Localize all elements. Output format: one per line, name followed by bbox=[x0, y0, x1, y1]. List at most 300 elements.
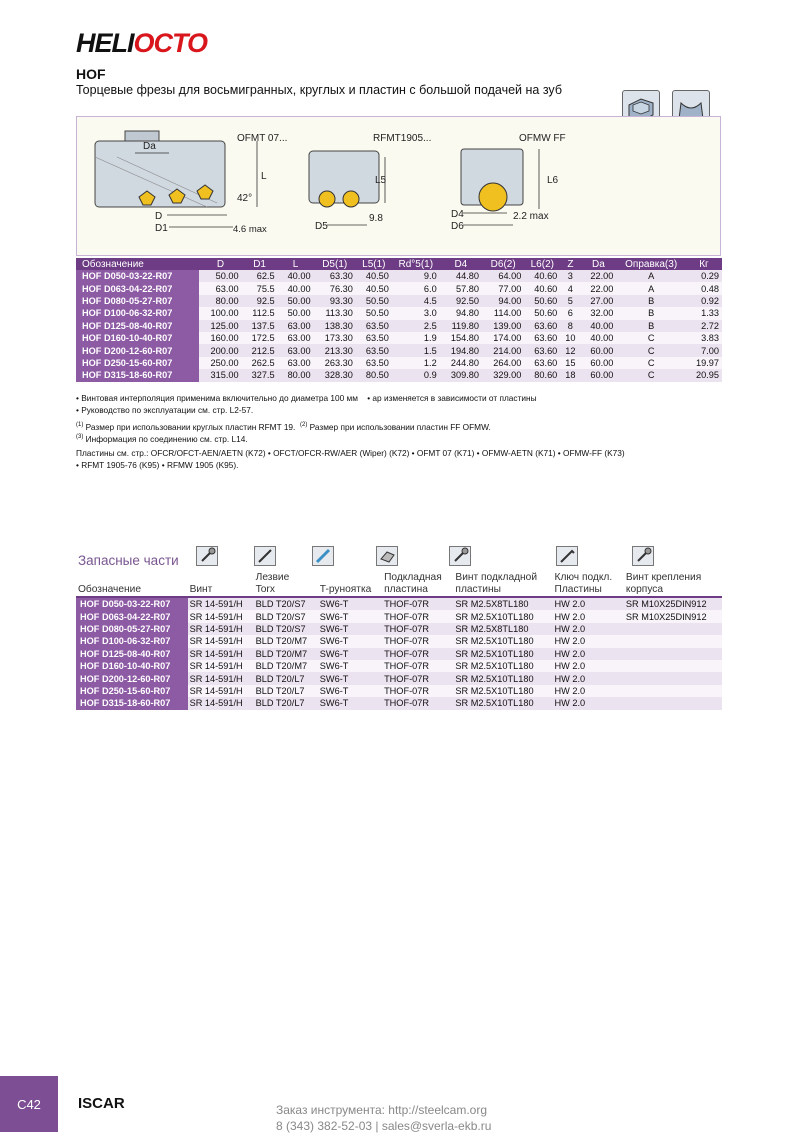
d6-label: D6 bbox=[451, 221, 464, 232]
spare-cell: SW6-T bbox=[318, 623, 382, 635]
spec-cell: 2.72 bbox=[686, 320, 722, 332]
spare-col-header-line1: Ключ подкл. bbox=[554, 572, 613, 583]
spec-cell: 8 bbox=[560, 320, 580, 332]
spec-cell: 27.00 bbox=[580, 295, 616, 307]
spare-cell: SW6-T bbox=[318, 635, 382, 647]
screw-icon bbox=[196, 546, 218, 566]
spare-parts-title: Запасные части bbox=[78, 553, 179, 568]
brand-logo: HELIOCTO bbox=[76, 28, 208, 58]
d5-label: D5 bbox=[315, 221, 328, 232]
shim-screw-icon bbox=[449, 546, 471, 566]
spec-cell: C bbox=[616, 357, 686, 369]
spare-cell: SR M2.5X10TL180 bbox=[453, 697, 552, 709]
spare-cell: BLD T20/L7 bbox=[254, 672, 318, 684]
spare-row bbox=[76, 597, 722, 610]
spec-cell: 1.5 bbox=[392, 344, 440, 356]
spec-cell: 63.00 bbox=[278, 344, 314, 356]
spec-cell: 50.60 bbox=[524, 295, 560, 307]
spec-designation: HOF D160-10-40-R07 bbox=[76, 332, 199, 344]
inserts-reference-1: Пластины см. стр.: OFCR/OFCT-AEN/AETN (K72) • OFCT/OFCR-RW/AER (Wiper) (K72) • OFMT 07 (K71) • OFMW-AETN (K71) • OFMW-FF (K73) bbox=[76, 448, 625, 458]
spare-cell: BLD T20/L7 bbox=[254, 685, 318, 697]
product-code: HOF bbox=[76, 66, 106, 82]
spec-cell: 40.50 bbox=[356, 282, 392, 294]
spare-cell: THOF-07R bbox=[382, 597, 453, 610]
spare-cell: BLD T20/M7 bbox=[254, 648, 318, 660]
spec-cell: 76.30 bbox=[314, 282, 356, 294]
spare-cell bbox=[624, 635, 722, 647]
order-line: Заказ инструмента: http://steelcam.org bbox=[276, 1103, 488, 1117]
spec-cell: 174.00 bbox=[482, 332, 524, 344]
spare-cell bbox=[624, 660, 722, 672]
spec-table-body bbox=[76, 270, 722, 382]
spec-cell: 309.80 bbox=[440, 369, 482, 381]
spec-cell: 3 bbox=[560, 270, 580, 282]
cutter-round-drawing bbox=[309, 133, 431, 232]
l5-label: L5 bbox=[375, 175, 387, 186]
spare-cell: SR M2.5X10TL180 bbox=[453, 610, 552, 622]
spare-cell: SR 14-591/H bbox=[188, 697, 254, 709]
spec-col-header: D5(1) bbox=[314, 258, 356, 270]
spec-cell: 172.5 bbox=[242, 332, 278, 344]
spec-cell: 50.60 bbox=[524, 307, 560, 319]
spec-cell: 94.80 bbox=[440, 307, 482, 319]
spec-cell: 213.30 bbox=[314, 344, 356, 356]
spare-designation: HOF D250-15-60-R07 bbox=[76, 685, 188, 697]
spare-cell: THOF-07R bbox=[382, 635, 453, 647]
spec-col-header: L bbox=[278, 258, 314, 270]
spare-col-header-line2: T-руноятка bbox=[319, 584, 372, 595]
spare-col-header-line1 bbox=[320, 572, 380, 584]
spec-cell: 40.00 bbox=[580, 320, 616, 332]
spec-cell: 212.5 bbox=[242, 344, 278, 356]
spare-cell: SR 14-591/H bbox=[188, 635, 254, 647]
l-label: L bbox=[261, 171, 267, 182]
spec-cell: 77.00 bbox=[482, 282, 524, 294]
spare-col-header-line2: Обозначение bbox=[78, 584, 142, 595]
spare-cell: HW 2.0 bbox=[553, 610, 624, 622]
spare-parts-table bbox=[76, 572, 722, 710]
spec-cell: 200.00 bbox=[199, 344, 241, 356]
body-screw-icon bbox=[632, 546, 654, 566]
spec-cell: 4 bbox=[560, 282, 580, 294]
spec-cell: 64.00 bbox=[482, 270, 524, 282]
v98-label: 9.8 bbox=[369, 213, 383, 224]
spec-cell: 63.50 bbox=[356, 357, 392, 369]
spec-cell: 80.50 bbox=[356, 369, 392, 381]
spec-cell: 9.0 bbox=[392, 270, 440, 282]
spare-cell: SR M2.5X10TL180 bbox=[453, 635, 552, 647]
spare-col-header-line2: пластина bbox=[384, 584, 428, 595]
spare-row bbox=[76, 635, 722, 647]
spec-cell: 60.00 bbox=[580, 357, 616, 369]
spec-cell: 60.00 bbox=[580, 369, 616, 381]
spare-cell: SW6-T bbox=[318, 648, 382, 660]
rfmt-label: RFMT1905... bbox=[373, 133, 432, 144]
spare-cell: BLD T20/S7 bbox=[254, 597, 318, 610]
spare-designation: HOF D100-06-32-R07 bbox=[76, 635, 188, 647]
spare-col-header-line1: Винт подкладной bbox=[455, 572, 538, 583]
spec-cell: 139.00 bbox=[482, 320, 524, 332]
spare-cell: HW 2.0 bbox=[553, 685, 624, 697]
spec-cell: C bbox=[616, 344, 686, 356]
spec-cell: 137.5 bbox=[242, 320, 278, 332]
spec-cell: 40.00 bbox=[278, 270, 314, 282]
spec-cell: 40.60 bbox=[524, 270, 560, 282]
spec-cell: A bbox=[616, 282, 686, 294]
spare-cell: SR M2.5X8TL180 bbox=[453, 623, 552, 635]
spare-cell: HW 2.0 bbox=[553, 597, 624, 610]
page-number: C42 bbox=[0, 1076, 58, 1132]
spec-cell: 6.0 bbox=[392, 282, 440, 294]
spec-cell: 18 bbox=[560, 369, 580, 381]
ofmt-label: OFMT 07... bbox=[237, 133, 288, 144]
spare-cell: THOF-07R bbox=[382, 697, 453, 709]
spare-row bbox=[76, 648, 722, 660]
spec-cell: C bbox=[616, 332, 686, 344]
spare-designation: HOF D315-18-60-R07 bbox=[76, 697, 188, 709]
spare-row bbox=[76, 685, 722, 697]
spare-cell: SR 14-591/H bbox=[188, 610, 254, 622]
spare-cell: BLD T20/S7 bbox=[254, 623, 318, 635]
spare-designation: HOF D125-08-40-R07 bbox=[76, 648, 188, 660]
d4-label: D4 bbox=[451, 209, 464, 220]
spare-cell: THOF-07R bbox=[382, 623, 453, 635]
spare-cell: THOF-07R bbox=[382, 610, 453, 622]
spare-cell: SW6-T bbox=[318, 672, 382, 684]
spec-cell: 15 bbox=[560, 357, 580, 369]
spec-cell: 60.00 bbox=[580, 344, 616, 356]
max-46-label: 4.6 max bbox=[233, 224, 267, 235]
spec-cell: 113.30 bbox=[314, 307, 356, 319]
spec-cell: 1.9 bbox=[392, 332, 440, 344]
spare-cell: THOF-07R bbox=[382, 672, 453, 684]
footnote-3: $^{(3)}$ Информация по соединению см. стр. L14. bbox=[76, 433, 248, 444]
spec-cell: B bbox=[616, 295, 686, 307]
spec-cell: 329.00 bbox=[482, 369, 524, 381]
spare-col-header-line2: Винт bbox=[189, 584, 213, 595]
spec-cell: 63.50 bbox=[356, 320, 392, 332]
spare-cell: THOF-07R bbox=[382, 685, 453, 697]
spare-col-header-line1 bbox=[190, 572, 252, 584]
spec-cell: 80.60 bbox=[524, 369, 560, 381]
spec-cell: 315.00 bbox=[199, 369, 241, 381]
spare-cell: HW 2.0 bbox=[553, 623, 624, 635]
spec-cell: 22.00 bbox=[580, 270, 616, 282]
spare-cell: HW 2.0 bbox=[553, 672, 624, 684]
note-interpolation: • Винтовая интерполяция применима включительно до диаметра 100 мм • ap изменяется в зависимости от пластины bbox=[76, 393, 537, 403]
spec-cell: 40.00 bbox=[580, 332, 616, 344]
spec-cell: 63.60 bbox=[524, 357, 560, 369]
page-subtitle: Торцевые фрезы для восьмигранных, круглых и пластин с большой подачей на зуб bbox=[76, 83, 562, 97]
spare-cell: SR M2.5X10TL180 bbox=[453, 648, 552, 660]
spare-cell: BLD T20/M7 bbox=[254, 660, 318, 672]
spec-col-header: D4 bbox=[440, 258, 482, 270]
spec-col-header: Оправка(3) bbox=[616, 258, 686, 270]
spare-col-header bbox=[553, 572, 624, 597]
spare-cell: SR M2.5X10TL180 bbox=[453, 672, 552, 684]
spec-cell: 63.30 bbox=[314, 270, 356, 282]
spec-cell: 6 bbox=[560, 307, 580, 319]
spare-col-header-line2: корпуса bbox=[625, 584, 664, 595]
spec-cell: 0.29 bbox=[686, 270, 722, 282]
spec-cell: 112.5 bbox=[242, 307, 278, 319]
spare-cell: BLD T20/M7 bbox=[254, 635, 318, 647]
spec-cell: 50.00 bbox=[199, 270, 241, 282]
spec-cell: 1.33 bbox=[686, 307, 722, 319]
spec-cell: 63.60 bbox=[524, 344, 560, 356]
spec-col-header: Da bbox=[580, 258, 616, 270]
spec-cell: 0.92 bbox=[686, 295, 722, 307]
l6-label: L6 bbox=[547, 175, 559, 186]
spare-cell: SR 14-591/H bbox=[188, 648, 254, 660]
spec-cell: B bbox=[616, 320, 686, 332]
angle-label: 42° bbox=[237, 193, 253, 204]
spec-row bbox=[76, 332, 722, 344]
spec-row bbox=[76, 369, 722, 381]
spare-cell: HW 2.0 bbox=[553, 648, 624, 660]
spare-cell: SW6-T bbox=[318, 685, 382, 697]
t-handle-icon bbox=[312, 546, 334, 566]
spec-cell: 63.50 bbox=[356, 344, 392, 356]
spec-designation: HOF D080-05-27-R07 bbox=[76, 295, 199, 307]
hex-key-icon bbox=[556, 546, 578, 566]
spare-cell: SW6-T bbox=[318, 610, 382, 622]
spec-cell: B bbox=[616, 307, 686, 319]
order-contact bbox=[276, 1102, 491, 1134]
spec-cell: 32.00 bbox=[580, 307, 616, 319]
spare-cell bbox=[624, 685, 722, 697]
spec-cell: 250.00 bbox=[199, 357, 241, 369]
spec-table bbox=[76, 258, 722, 382]
spare-cell: SW6-T bbox=[318, 597, 382, 610]
spec-col-header: L6(2) bbox=[524, 258, 560, 270]
spare-col-header bbox=[76, 572, 188, 597]
spec-col-header: L5(1) bbox=[356, 258, 392, 270]
spec-cell: 63.50 bbox=[356, 332, 392, 344]
spec-cell: 114.00 bbox=[482, 307, 524, 319]
spec-cell: A bbox=[616, 270, 686, 282]
spare-col-header bbox=[254, 572, 318, 597]
spare-cell: SR 14-591/H bbox=[188, 597, 254, 610]
spec-cell: 63.60 bbox=[524, 320, 560, 332]
spec-designation: HOF D125-08-40-R07 bbox=[76, 320, 199, 332]
inserts-reference-2: • RFMT 1905-76 (K95) • RFMW 1905 (K95). bbox=[76, 460, 239, 470]
spec-col-header: D6(2) bbox=[482, 258, 524, 270]
spec-cell: 328.30 bbox=[314, 369, 356, 381]
spec-cell: 80.00 bbox=[278, 369, 314, 381]
spec-cell: 214.00 bbox=[482, 344, 524, 356]
spare-col-header-line2: пластины bbox=[455, 584, 501, 595]
spare-cell: THOF-07R bbox=[382, 660, 453, 672]
spec-row bbox=[76, 295, 722, 307]
spare-row bbox=[76, 623, 722, 635]
spec-designation: HOF D250-15-60-R07 bbox=[76, 357, 199, 369]
spec-designation: HOF D063-04-22-R07 bbox=[76, 282, 199, 294]
spec-cell: 173.30 bbox=[314, 332, 356, 344]
spare-row bbox=[76, 697, 722, 709]
cutter-octagon-drawing bbox=[95, 131, 287, 235]
spec-cell: 0.9 bbox=[392, 369, 440, 381]
spec-cell: 100.00 bbox=[199, 307, 241, 319]
spec-designation: HOF D315-18-60-R07 bbox=[76, 369, 199, 381]
spec-cell: 63.00 bbox=[278, 320, 314, 332]
spec-col-header: D bbox=[199, 258, 241, 270]
spec-row bbox=[76, 344, 722, 356]
spare-col-header-line1: Лезвие bbox=[255, 572, 290, 583]
spec-cell: 63.00 bbox=[199, 282, 241, 294]
spare-col-header-line2: Torx bbox=[255, 584, 275, 595]
spec-cell: 1.2 bbox=[392, 357, 440, 369]
spec-cell: 2.5 bbox=[392, 320, 440, 332]
spec-cell: 194.80 bbox=[440, 344, 482, 356]
spec-col-header: D1 bbox=[242, 258, 278, 270]
spec-cell: 50.00 bbox=[278, 307, 314, 319]
spec-table-header bbox=[76, 258, 722, 270]
spare-cell: SR 14-591/H bbox=[188, 672, 254, 684]
ofmw-label: OFMW FF bbox=[519, 133, 566, 144]
spec-cell: C bbox=[616, 369, 686, 381]
spare-cell bbox=[624, 648, 722, 660]
spare-cell: THOF-07R bbox=[382, 648, 453, 660]
da-label: Da bbox=[143, 141, 156, 152]
spec-cell: 40.00 bbox=[278, 282, 314, 294]
spec-cell: 244.80 bbox=[440, 357, 482, 369]
spec-cell: 20.95 bbox=[686, 369, 722, 381]
spec-cell: 62.5 bbox=[242, 270, 278, 282]
spec-row bbox=[76, 320, 722, 332]
spare-cell: SR 14-591/H bbox=[188, 660, 254, 672]
spec-cell: 0.48 bbox=[686, 282, 722, 294]
spec-cell: 154.80 bbox=[440, 332, 482, 344]
spec-designation: HOF D100-06-32-R07 bbox=[76, 307, 199, 319]
spec-cell: 40.60 bbox=[524, 282, 560, 294]
spare-cell: BLD T20/S7 bbox=[254, 610, 318, 622]
spare-cell: SR M2.5X10TL180 bbox=[453, 685, 552, 697]
spare-cell: HW 2.0 bbox=[553, 660, 624, 672]
spare-col-header-line1 bbox=[78, 572, 186, 584]
spare-cell: SR 14-591/H bbox=[188, 685, 254, 697]
spare-designation: HOF D063-04-22-R07 bbox=[76, 610, 188, 622]
contact-line: 8 (343) 382-52-03 | sales@sverla-ekb.ru bbox=[276, 1119, 492, 1133]
torx-blade-icon bbox=[254, 546, 276, 566]
spec-cell: 92.50 bbox=[440, 295, 482, 307]
spare-designation: HOF D080-05-27-R07 bbox=[76, 623, 188, 635]
spare-row bbox=[76, 672, 722, 684]
spec-designation: HOF D050-03-22-R07 bbox=[76, 270, 199, 282]
spare-cell: HW 2.0 bbox=[553, 697, 624, 709]
note-manual: • Руководство по эксплуатации см. стр. L2-57. bbox=[76, 405, 254, 415]
cutter-diagram bbox=[76, 116, 721, 256]
spec-cell: 40.50 bbox=[356, 270, 392, 282]
spec-cell: 44.80 bbox=[440, 270, 482, 282]
spec-cell: 80.00 bbox=[199, 295, 241, 307]
spare-col-header bbox=[624, 572, 722, 597]
spec-cell: 3.0 bbox=[392, 307, 440, 319]
spare-cell: SR M10X25DIN912 bbox=[624, 610, 722, 622]
d-label: D bbox=[155, 211, 163, 222]
d1-label: D1 bbox=[155, 223, 168, 234]
spare-col-header bbox=[188, 572, 254, 597]
spec-cell: 5 bbox=[560, 295, 580, 307]
spec-cell: 63.60 bbox=[524, 332, 560, 344]
spec-cell: 264.00 bbox=[482, 357, 524, 369]
spec-row bbox=[76, 270, 722, 282]
spec-cell: 7.00 bbox=[686, 344, 722, 356]
spare-col-header bbox=[318, 572, 382, 597]
spare-parts-header bbox=[76, 572, 722, 597]
spare-row bbox=[76, 660, 722, 672]
cutter-wiper-drawing bbox=[451, 133, 566, 232]
spec-cell: 75.5 bbox=[242, 282, 278, 294]
spare-cell: SR M2.5X10TL180 bbox=[453, 660, 552, 672]
spec-row bbox=[76, 307, 722, 319]
spare-cell: SR 14-591/H bbox=[188, 623, 254, 635]
spec-col-header: Z bbox=[560, 258, 580, 270]
spec-cell: 93.30 bbox=[314, 295, 356, 307]
spec-cell: 12 bbox=[560, 344, 580, 356]
spare-designation: HOF D200-12-60-R07 bbox=[76, 672, 188, 684]
spec-cell: 92.5 bbox=[242, 295, 278, 307]
spec-cell: 138.30 bbox=[314, 320, 356, 332]
spare-col-header-line2: Пластины bbox=[554, 584, 602, 595]
spare-designation: HOF D050-03-22-R07 bbox=[76, 597, 188, 610]
spare-col-header-line1: Винт крепления bbox=[625, 572, 702, 583]
spec-cell: 119.80 bbox=[440, 320, 482, 332]
spec-cell: 10 bbox=[560, 332, 580, 344]
spec-col-header: Обозначение bbox=[76, 258, 199, 270]
spare-cell: HW 2.0 bbox=[553, 635, 624, 647]
spare-designation: HOF D160-10-40-R07 bbox=[76, 660, 188, 672]
spare-parts-body bbox=[76, 597, 722, 710]
spare-cell: SR M2.5X8TL180 bbox=[453, 597, 552, 610]
spec-col-header: Кг bbox=[686, 258, 722, 270]
spare-cell: SW6-T bbox=[318, 697, 382, 709]
company-name: ISCAR bbox=[78, 1095, 125, 1112]
spare-cell bbox=[624, 672, 722, 684]
footnote-1-2: $^{(1)}$ Размер при использовании круглых пластин RFMT 19. $^{(2)}$ Размер при использовании пластин FF OFMW. bbox=[76, 421, 491, 432]
spare-col-header-line1: Подкладная bbox=[384, 572, 442, 583]
spec-cell: 57.80 bbox=[440, 282, 482, 294]
spec-cell: 94.00 bbox=[482, 295, 524, 307]
spec-cell: 63.00 bbox=[278, 332, 314, 344]
spec-designation: HOF D200-12-60-R07 bbox=[76, 344, 199, 356]
spare-col-header bbox=[453, 572, 552, 597]
spec-cell: 327.5 bbox=[242, 369, 278, 381]
spec-cell: 19.97 bbox=[686, 357, 722, 369]
spec-col-header: Rd°5(1) bbox=[392, 258, 440, 270]
spare-cell: BLD T20/L7 bbox=[254, 697, 318, 709]
spec-row bbox=[76, 357, 722, 369]
spec-cell: 63.00 bbox=[278, 357, 314, 369]
spec-cell: 160.00 bbox=[199, 332, 241, 344]
shim-icon bbox=[376, 546, 398, 566]
spec-cell: 50.00 bbox=[278, 295, 314, 307]
spec-cell: 50.50 bbox=[356, 295, 392, 307]
spec-cell: 263.30 bbox=[314, 357, 356, 369]
spare-cell: SR M10X25DIN912 bbox=[624, 597, 722, 610]
spare-cell: SW6-T bbox=[318, 660, 382, 672]
spec-cell: 262.5 bbox=[242, 357, 278, 369]
spec-cell: 125.00 bbox=[199, 320, 241, 332]
spare-cell bbox=[624, 697, 722, 709]
max-22-label: 2.2 max bbox=[513, 211, 549, 222]
spec-row bbox=[76, 282, 722, 294]
spec-cell: 22.00 bbox=[580, 282, 616, 294]
spare-row bbox=[76, 610, 722, 622]
spec-cell: 3.83 bbox=[686, 332, 722, 344]
spec-cell: 50.50 bbox=[356, 307, 392, 319]
spare-cell bbox=[624, 623, 722, 635]
